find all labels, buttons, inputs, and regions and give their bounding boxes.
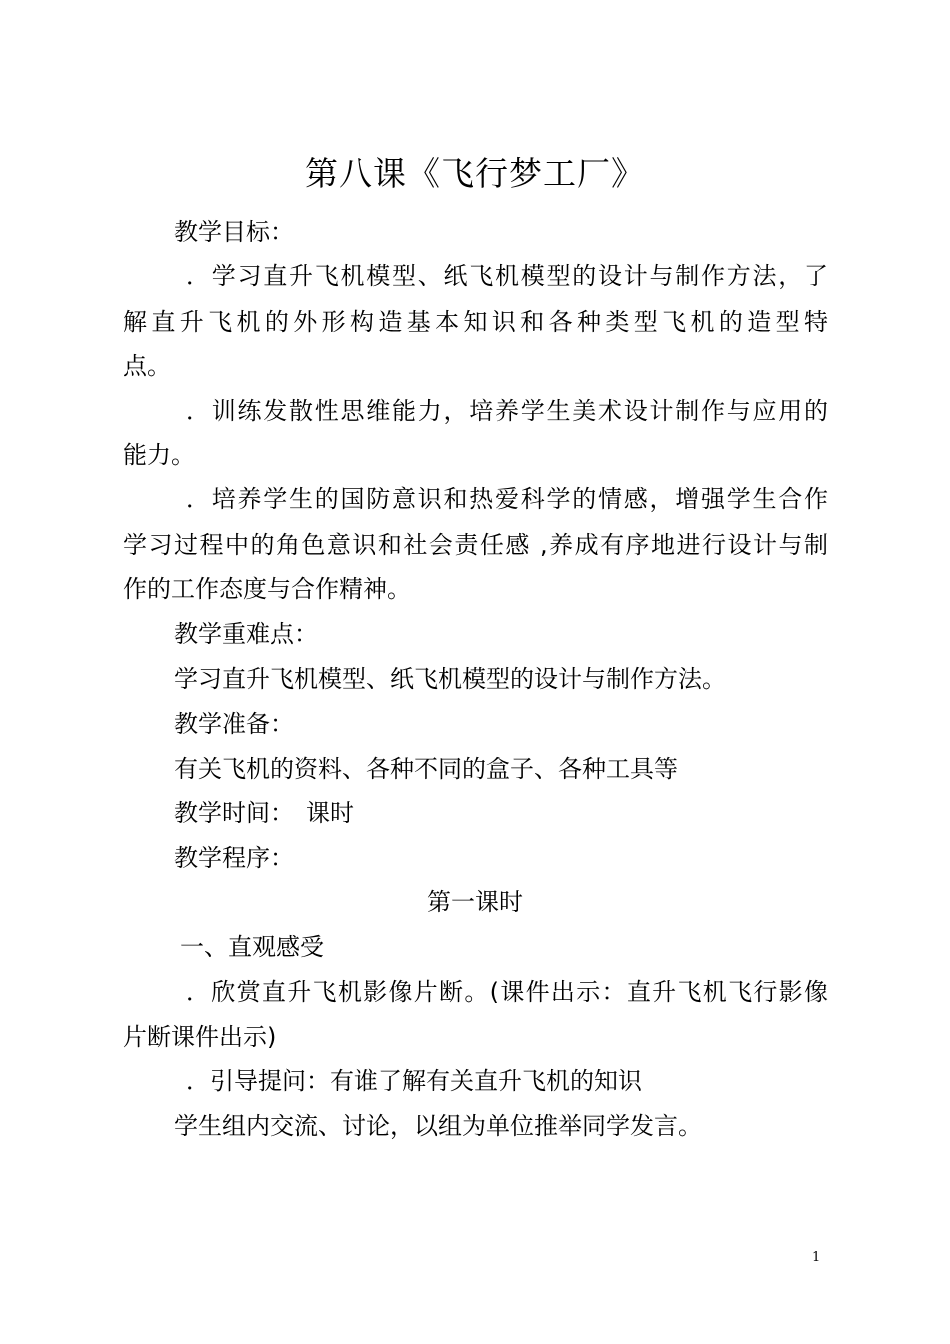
objective-1-line-2: 解直升飞机的外形构造基本知识和各种类型飞机的造型特 [123, 308, 828, 336]
key-difficulties-text: 学习直升飞机模型、纸飞机模型的设计与制作方法。 [174, 665, 726, 693]
document-title: 第八课《飞行梦工厂》 [305, 154, 645, 193]
objective-3-line-1: ．培养学生的国防意识和热爱科学的情感，增强学生合作 [186, 485, 828, 513]
heading-teaching-preparation: 教学准备： [174, 710, 294, 738]
step-2-line: ．引导提问：有谁了解有关直升飞机的知识 [186, 1067, 642, 1095]
objective-1-line-3: 点。 [123, 352, 171, 380]
objective-2-line-1: ．训练发散性思维能力，培养学生美术设计制作与应用的 [186, 397, 828, 425]
teaching-time: 教学时间： 课时 [174, 799, 354, 827]
heading-key-difficulties: 教学重难点： [174, 620, 318, 648]
step-1-line-1: ．欣赏直升飞机影像片断。(课件出示：直升飞机飞行影像 [186, 978, 828, 1006]
teaching-preparation-text: 有关飞机的资料、各种不同的盒子、各种工具等 [174, 755, 678, 783]
objective-2-line-2: 能力。 [123, 441, 195, 469]
heading-teaching-objectives: 教学目标： [174, 218, 294, 246]
step-2-followup: 学生组内交流、讨论，以组为单位推举同学发言。 [174, 1112, 702, 1140]
section-1-heading: 一、直观感受 [180, 933, 324, 961]
step-1-line-2: 片断课件出示) [123, 1023, 277, 1051]
objective-3-line-2: 学习过程中的角色意识和社会责任感 ,养成有序地进行设计与制 [123, 531, 828, 559]
page-number: 1 [812, 1250, 821, 1265]
first-lesson-heading: 第一课时 [427, 888, 523, 916]
heading-teaching-procedure: 教学程序： [174, 844, 294, 872]
objective-1-line-1: ．学习直升飞机模型、纸飞机模型的设计与制作方法，了 [186, 262, 828, 290]
objective-3-line-3: 作的工作态度与合作精神。 [123, 575, 411, 603]
